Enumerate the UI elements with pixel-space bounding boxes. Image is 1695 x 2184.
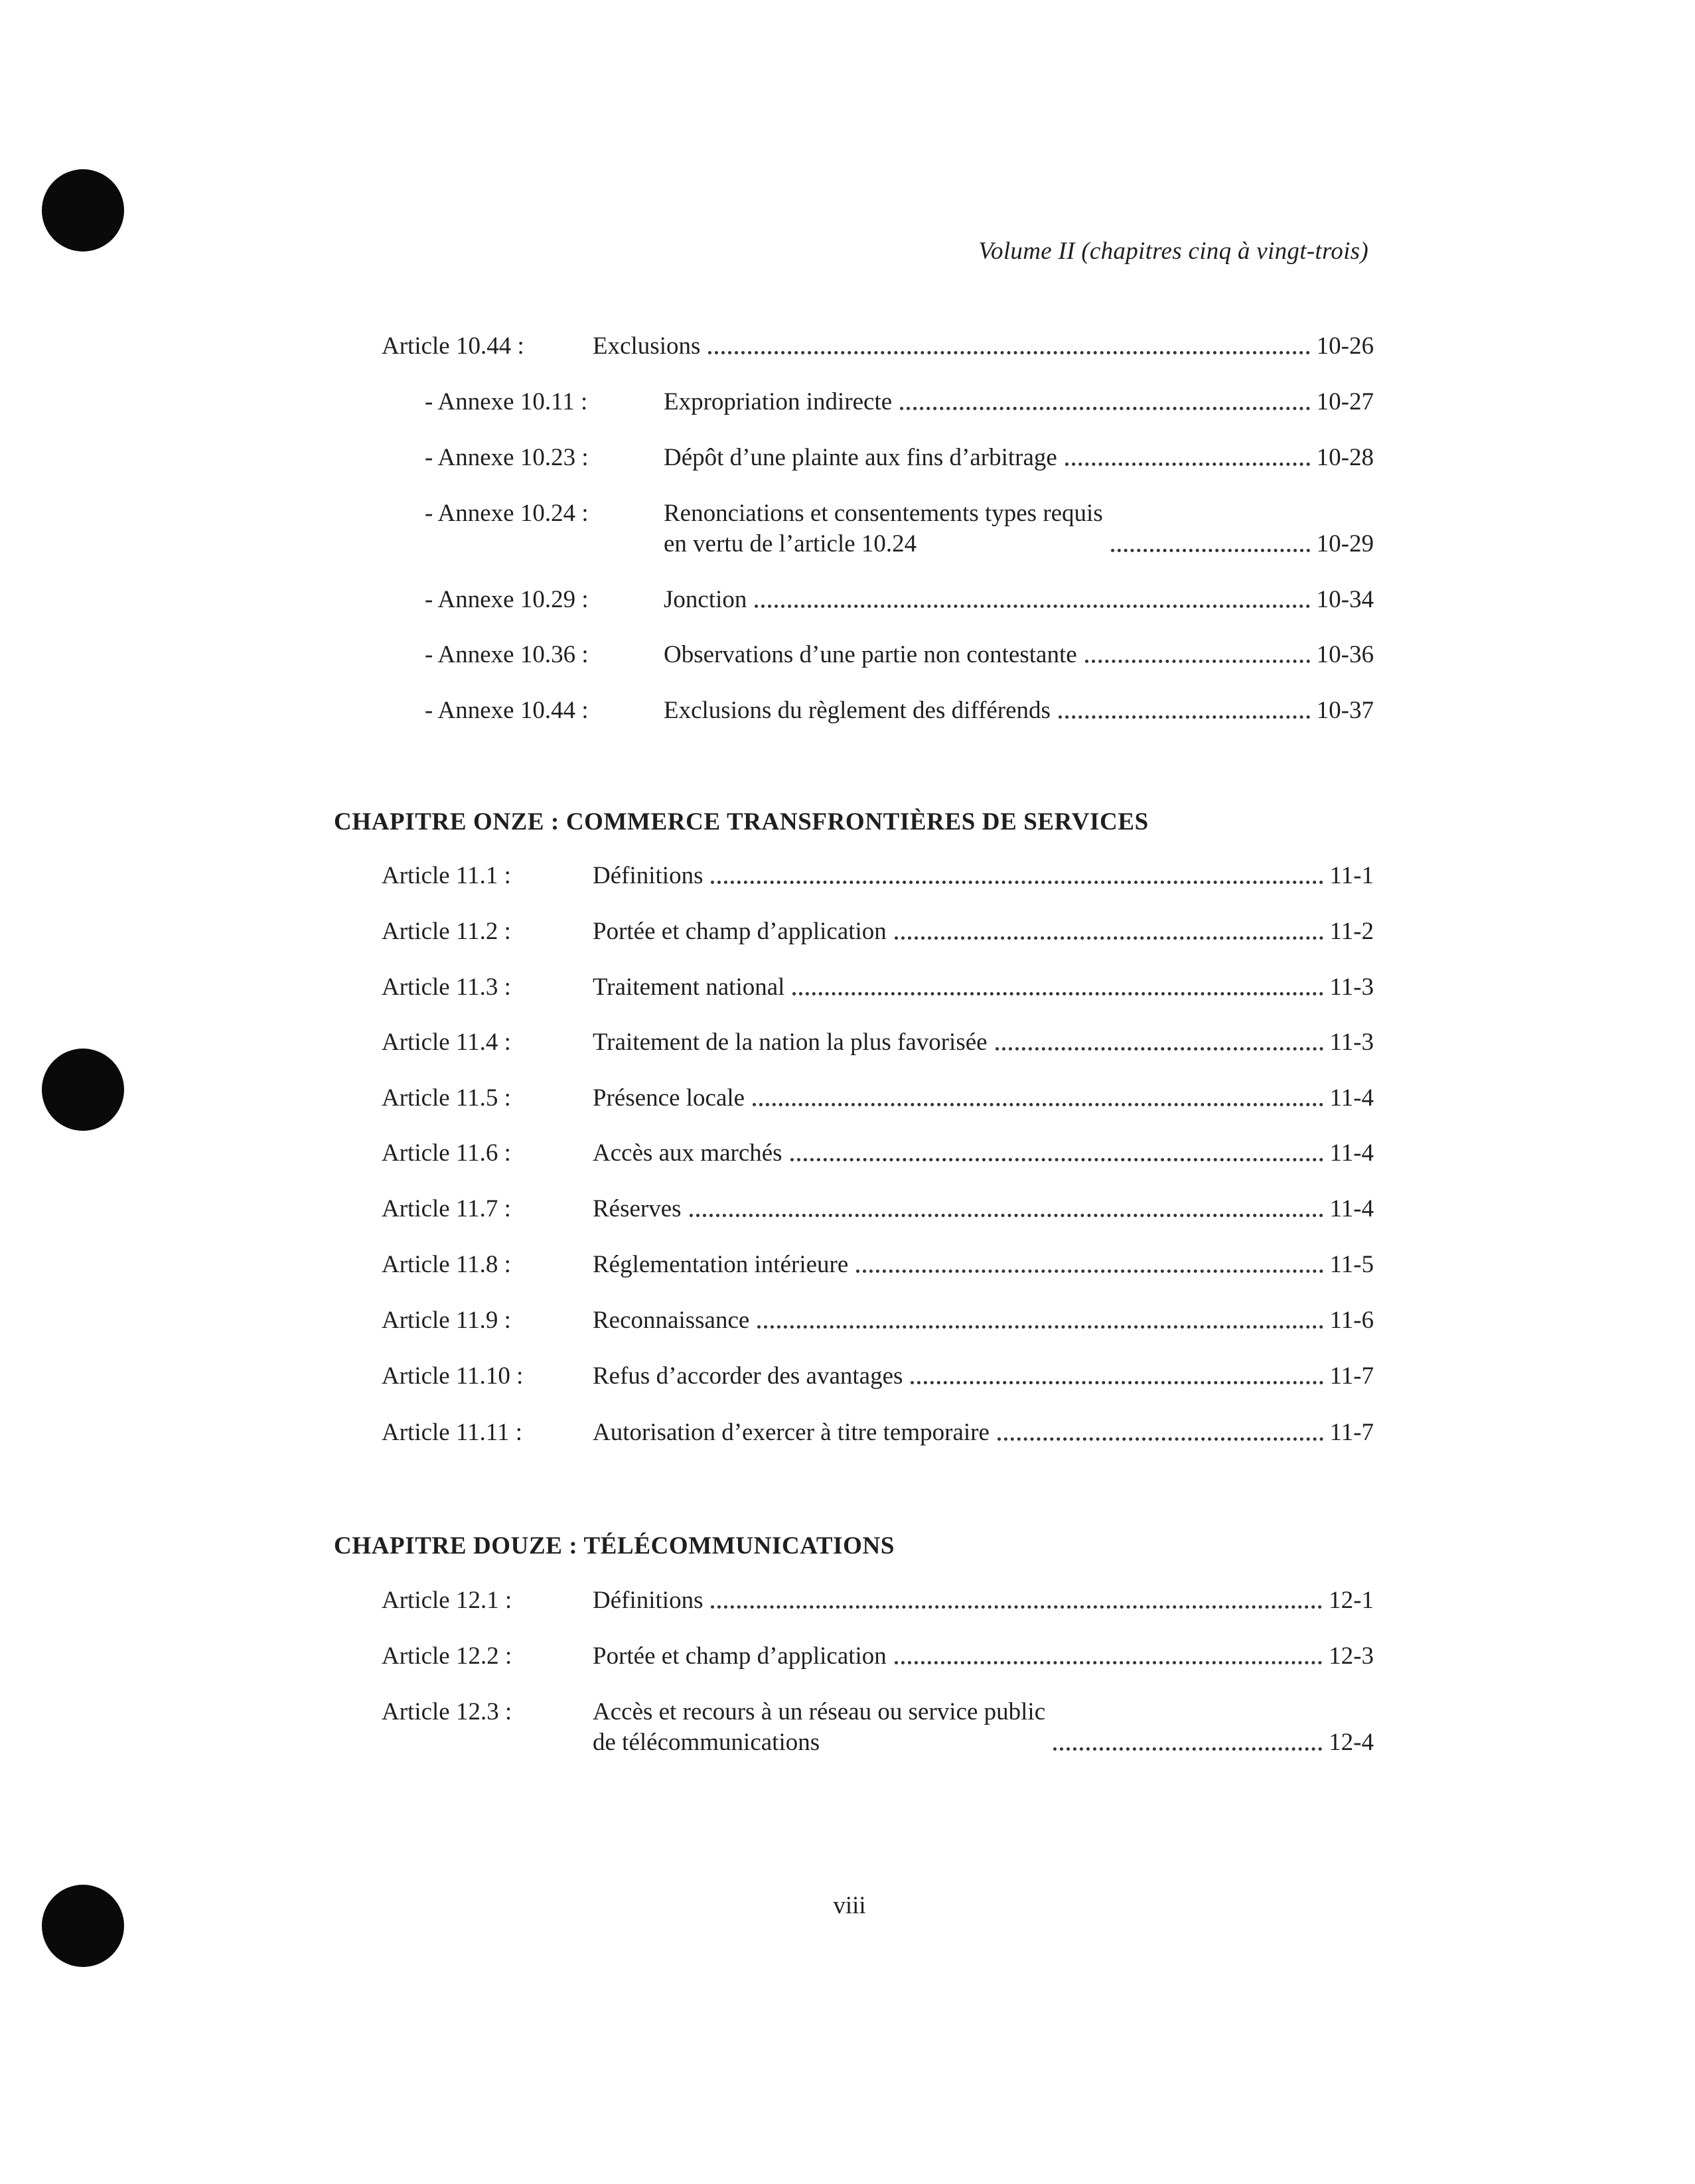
article-title: Réglementation intérieure bbox=[593, 1251, 849, 1278]
page-reference: 10-28 bbox=[1316, 444, 1374, 471]
page-reference: 10-27 bbox=[1316, 388, 1374, 415]
annex-title bbox=[664, 498, 1103, 559]
toc-entry bbox=[664, 498, 1374, 559]
dot-leader bbox=[1059, 715, 1310, 719]
page-footer bbox=[0, 1891, 1695, 1920]
dot-leader bbox=[856, 1270, 1323, 1273]
page-reference: 11-7 bbox=[1329, 1419, 1374, 1446]
toc-entry bbox=[593, 1361, 1374, 1392]
page-reference: 11-4 bbox=[1329, 1084, 1374, 1112]
article-title: Exclusions bbox=[593, 332, 701, 360]
article-title: Autorisation d’exercer à titre temporaire bbox=[593, 1419, 990, 1446]
page-reference: 11-5 bbox=[1329, 1251, 1374, 1278]
dot-leader bbox=[1053, 1747, 1322, 1751]
toc-entry bbox=[593, 1194, 1374, 1224]
page-reference: 10-34 bbox=[1316, 586, 1374, 613]
dot-leader bbox=[711, 1605, 1322, 1609]
article-number: Article 11.7 : bbox=[382, 1195, 511, 1222]
dot-leader bbox=[711, 881, 1323, 884]
dot-leader bbox=[895, 1661, 1322, 1664]
page-reference: 11-7 bbox=[1329, 1362, 1374, 1390]
binder-hole-middle bbox=[42, 1049, 124, 1131]
article-number: Article 12.1 : bbox=[382, 1587, 512, 1614]
annex-number: - Annexe 10.36 : bbox=[425, 641, 589, 668]
annex-number: - Annexe 10.11 : bbox=[425, 388, 588, 415]
page-reference: 11-3 bbox=[1329, 974, 1374, 1001]
dot-leader bbox=[755, 605, 1309, 608]
toc-entry bbox=[593, 1083, 1374, 1114]
article-title-line-2: de télécommunications bbox=[593, 1729, 820, 1756]
annex-number: - Annexe 10.29 : bbox=[425, 586, 589, 613]
toc-entry bbox=[593, 972, 1374, 1003]
article-title: Refus d’accorder des avantages bbox=[593, 1362, 903, 1390]
annex-title-line-1: Renonciations et consentements types requis bbox=[664, 500, 1103, 527]
annex-title: Expropriation indirecte bbox=[664, 388, 893, 415]
toc-entry bbox=[593, 1418, 1374, 1448]
page-reference: 11-2 bbox=[1329, 918, 1374, 945]
article-title: Portée et champ d’application bbox=[593, 918, 887, 945]
toc-entry bbox=[593, 1138, 1374, 1169]
page-reference: 11-3 bbox=[1329, 1029, 1374, 1056]
toc-entry bbox=[593, 1585, 1374, 1616]
binder-hole-top bbox=[42, 169, 124, 252]
dot-leader bbox=[708, 351, 1309, 354]
toc-entry bbox=[593, 1027, 1374, 1058]
dot-leader bbox=[1065, 463, 1310, 466]
article-title: Définitions bbox=[593, 1587, 703, 1614]
toc-entry bbox=[664, 695, 1374, 726]
article-number: Article 11.6 : bbox=[382, 1139, 511, 1167]
dot-leader bbox=[757, 1325, 1323, 1329]
chapter-heading-11: CHAPITRE ONZE : COMMERCE TRANSFRONTIÈRES DE SERVICES bbox=[334, 808, 1149, 836]
article-number: Article 11.11 : bbox=[382, 1419, 523, 1446]
article-title: Définitions bbox=[593, 862, 703, 889]
running-header: Volume II (chapitres cinq à vingt-trois) bbox=[978, 238, 1368, 265]
page-reference: 11-4 bbox=[1329, 1139, 1374, 1167]
toc-entry bbox=[664, 585, 1374, 615]
dot-leader bbox=[911, 1381, 1323, 1384]
page-reference: 10-29 bbox=[1316, 530, 1374, 557]
article-title-line-1: Accès et recours à un réseau ou service public bbox=[593, 1698, 1046, 1725]
toc-entry bbox=[593, 1641, 1374, 1672]
toc-entry bbox=[593, 1305, 1374, 1336]
article-number: Article 11.4 : bbox=[382, 1029, 511, 1056]
article-title: Présence locale bbox=[593, 1084, 745, 1112]
dot-leader bbox=[690, 1214, 1323, 1217]
annex-title: Exclusions du règlement des différends bbox=[664, 697, 1051, 724]
annex-number: - Annexe 10.23 : bbox=[425, 444, 589, 471]
page-reference: 12-1 bbox=[1329, 1587, 1374, 1614]
dot-leader bbox=[1111, 549, 1310, 552]
article-number: Article 11.2 : bbox=[382, 918, 511, 945]
annex-number: - Annexe 10.24 : bbox=[425, 500, 589, 527]
article-number: Article 11.9 : bbox=[382, 1307, 511, 1334]
page-reference: 10-37 bbox=[1316, 697, 1374, 724]
article-title: Reconnaissance bbox=[593, 1307, 750, 1334]
page-reference: 12-3 bbox=[1329, 1642, 1374, 1670]
page-reference: 11-6 bbox=[1329, 1307, 1374, 1334]
article-number: Article 11.1 : bbox=[382, 862, 511, 889]
article-title bbox=[593, 1697, 1045, 1758]
toc-entry bbox=[593, 861, 1374, 891]
page-reference: 11-1 bbox=[1329, 862, 1374, 889]
article-number: Article 11.10 : bbox=[382, 1362, 524, 1390]
dot-leader bbox=[1085, 660, 1310, 663]
page-reference: 10-36 bbox=[1316, 641, 1374, 668]
article-number: Article 11.3 : bbox=[382, 974, 511, 1001]
article-number: Article 10.44 : bbox=[382, 332, 524, 360]
article-title: Traitement national bbox=[593, 974, 785, 1001]
toc-entry bbox=[593, 1697, 1374, 1758]
article-number: Article 11.8 : bbox=[382, 1251, 511, 1278]
page-reference: 10-26 bbox=[1316, 332, 1374, 360]
dot-leader bbox=[997, 1437, 1323, 1441]
annex-title: Observations d’une partie non contestante bbox=[664, 641, 1077, 668]
article-number: Article 11.5 : bbox=[382, 1084, 511, 1112]
chapter-heading-12: CHAPITRE DOUZE : TÉLÉCOMMUNICATIONS bbox=[334, 1532, 895, 1560]
dot-leader bbox=[753, 1103, 1323, 1106]
toc-entry bbox=[664, 443, 1374, 473]
page-reference: 11-4 bbox=[1329, 1195, 1374, 1222]
toc-entry bbox=[593, 1250, 1374, 1280]
page-number: viii bbox=[833, 1892, 866, 1919]
toc-entry bbox=[593, 331, 1374, 362]
annex-title: Dépôt d’une plainte aux fins d’arbitrage bbox=[664, 444, 1057, 471]
article-title: Réserves bbox=[593, 1195, 682, 1222]
annex-title: Jonction bbox=[664, 586, 747, 613]
annex-number: - Annexe 10.44 : bbox=[425, 697, 589, 724]
page-reference: 12-4 bbox=[1329, 1729, 1374, 1756]
dot-leader bbox=[790, 1158, 1323, 1161]
article-title: Accès aux marchés bbox=[593, 1139, 782, 1167]
article-number: Article 12.3 : bbox=[382, 1698, 512, 1725]
dot-leader bbox=[895, 936, 1323, 940]
dot-leader bbox=[995, 1047, 1323, 1051]
article-title: Traitement de la nation la plus favorisée bbox=[593, 1029, 988, 1056]
toc-entry bbox=[664, 640, 1374, 670]
article-number: Article 12.2 : bbox=[382, 1642, 512, 1670]
dot-leader bbox=[900, 407, 1309, 410]
toc-entry bbox=[664, 387, 1374, 417]
article-title: Portée et champ d’application bbox=[593, 1642, 887, 1670]
dot-leader bbox=[792, 992, 1323, 995]
annex-title-line-2: en vertu de l’article 10.24 bbox=[664, 530, 917, 557]
toc-entry bbox=[593, 916, 1374, 947]
